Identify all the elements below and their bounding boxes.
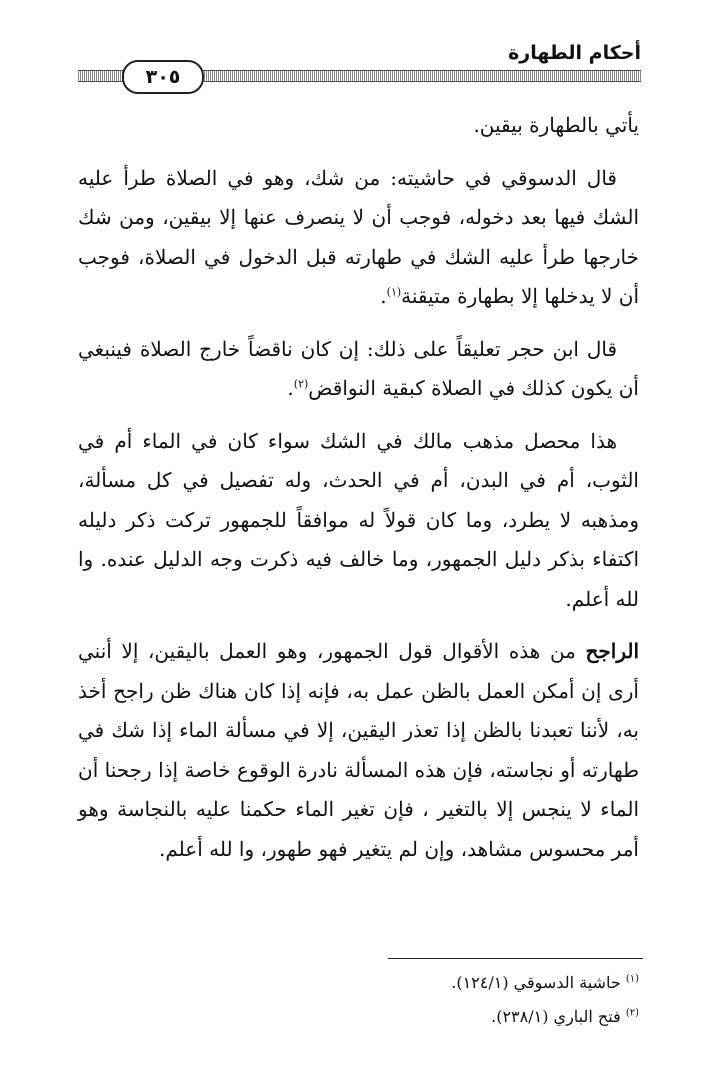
page-header — [0, 0, 703, 100]
footnote-2-mark: (٢) — [625, 1007, 639, 1019]
footnotes — [78, 966, 639, 1034]
book-title: أحكام الطهارة — [508, 42, 641, 64]
paragraph-4: هذا محصل مذهب مالك في الشك سواء كان في الماء أم في الثوب، أم في البدن، أم في الحدث، وله تفصيل في كل مسألة، ومذهبه لا يطرد، وما كان قولاً له موافقاً للجمهور تركت ذكر دليله اكتفاء بذكر دليل الجمهور، وما خالف فيه ذكرت وجه الدليل عنده. وا لله أعلم. — [78, 428, 639, 611]
paragraph-3 — [78, 330, 639, 409]
footnote-ref-1[interactable]: (١) — [386, 285, 402, 299]
paragraph-5 — [78, 632, 639, 869]
footnote-2 — [78, 1000, 639, 1034]
footnote-2-text: فتح الباري (٢٣٨/١). — [491, 1007, 621, 1026]
footnote-separator — [388, 958, 643, 959]
paragraph-3-text: قال ابن حجر تعليقاً على ذلك: إن كان ناقضاً خارج الصلاة فينبغي أن يكون كذلك في الصلاة كبقية النواقض — [78, 336, 639, 400]
footnote-1 — [78, 966, 639, 1000]
paragraph-5-text: من هذه الأقوال قول الجمهور، وهو العمل باليقين، إلا أنني أرى إن أمكن العمل بالظن عمل به، فإنه إذا كان هناك ظن راجح أخذ به، لأننا تعبدنا بالظن إذا تعذر اليقين، إلا في مسألة الماء إذا شك في طهارته أو نجاسته، فإن هذه المسألة نادرة الوقوع خاصة إذا رجحنا أن الماء لا ينجس إلا بالتغير ، فإن تغير الماء حكمنا عليه بالنجاسة وهو أمر محسوس مشاهد، وإن لم يتغير فهو طهور، وا لله أعلم. — [78, 639, 639, 861]
footnote-1-mark: (١) — [625, 973, 639, 985]
paragraph-1: يأتي بالطهارة بيقين. — [473, 113, 639, 137]
paragraph-5-lead: الراجح — [585, 639, 639, 663]
main-text — [78, 106, 639, 882]
footnote-ref-2[interactable]: (٢) — [293, 377, 309, 391]
paragraph-2 — [78, 159, 639, 317]
footnote-1-text: حاشية الدسوقي (١٢٤/١). — [451, 973, 621, 992]
paragraph-2-text: قال الدسوقي في حاشيته: من شك، وهو في الصلاة طرأ عليه الشك فيها بعد دخوله، فوجب أن لا ينصرف عنها إلا بيقين، ومن شك خارجها طرأ عليه الشك في طهارته قبل الدخول في الصلاة، فوجب أن لا يدخلها إلا بطهارة متيقنة — [78, 165, 639, 308]
paragraph-3-end: . — [287, 376, 294, 400]
paragraph-2-end: . — [380, 284, 387, 308]
page-number: ٣٠٥ — [122, 60, 204, 94]
